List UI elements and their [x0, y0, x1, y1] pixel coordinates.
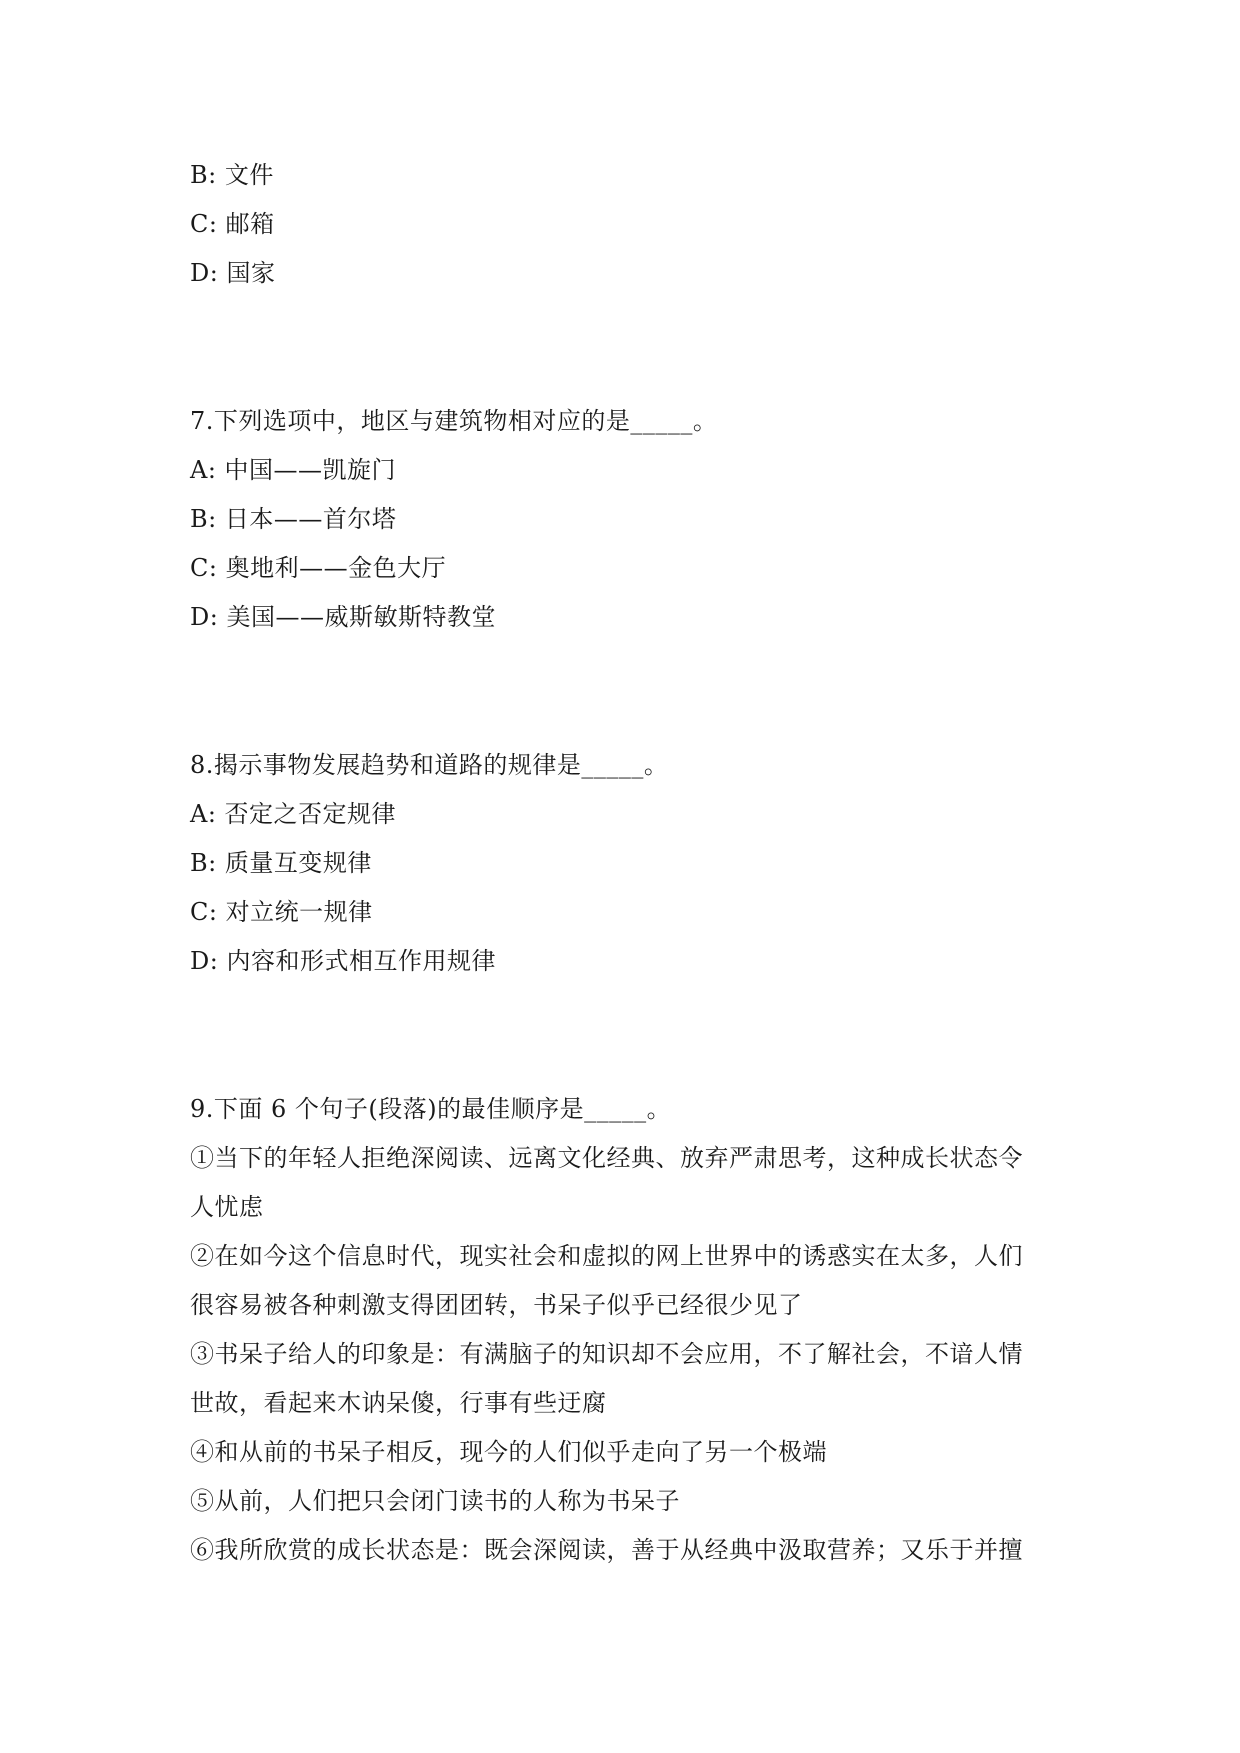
- q9-sentence-line: 人忧虑: [190, 1193, 264, 1221]
- q9-sentence-line: ④和从前的书呆子相反，现今的人们似乎走向了另一个极端: [190, 1438, 827, 1466]
- q7-option-a: A: 中国——凯旋门: [190, 456, 397, 484]
- q7-option-d: D: 美国——威斯敏斯特教堂: [190, 603, 496, 631]
- q9-sentence-line: 世故，看起来木讷呆傻，行事有些迂腐: [190, 1389, 607, 1417]
- q6-option-b: B: 文件: [190, 161, 274, 189]
- q7-option-b: B: 日本——首尔塔: [190, 505, 397, 533]
- q8-option-d: D: 内容和形式相互作用规律: [190, 947, 496, 975]
- q9-sentence-line: ⑥我所欣赏的成长状态是：既会深阅读，善于从经典中汲取营养；又乐于并擅: [190, 1536, 1023, 1564]
- q9-sentence-line: ⑤从前，人们把只会闭门读书的人称为书呆子: [190, 1487, 680, 1515]
- q9-sentence-line: ③书呆子给人的印象是：有满脑子的知识却不会应用，不了解社会，不谙人情: [190, 1340, 1023, 1368]
- q7-option-c: C: 奥地利——金色大厅: [190, 554, 447, 582]
- q9-stem: 9.下面 6 个句子(段落)的最佳顺序是_____。: [190, 1095, 672, 1123]
- q9-sentence-line: 很容易被各种刺激支得团团转，书呆子似乎已经很少见了: [190, 1291, 803, 1319]
- q6-option-c: C: 邮箱: [190, 210, 275, 238]
- q9-sentence-line: ②在如今这个信息时代，现实社会和虚拟的网上世界中的诱惑实在太多，人们: [190, 1242, 1023, 1270]
- q6-option-d: D: 国家: [190, 259, 276, 287]
- q8-option-b: B: 质量互变规律: [190, 849, 372, 877]
- q8-option-c: C: 对立统一规律: [190, 898, 373, 926]
- q9-sentence-line: ①当下的年轻人拒绝深阅读、远离文化经典、放弃严肃思考，这种成长状态令: [190, 1144, 1023, 1172]
- q8-option-a: A: 否定之否定规律: [190, 800, 397, 828]
- q8-stem: 8.揭示事物发展趋势和道路的规律是_____。: [190, 751, 669, 779]
- q7-stem: 7.下列选项中，地区与建筑物相对应的是_____。: [190, 407, 718, 435]
